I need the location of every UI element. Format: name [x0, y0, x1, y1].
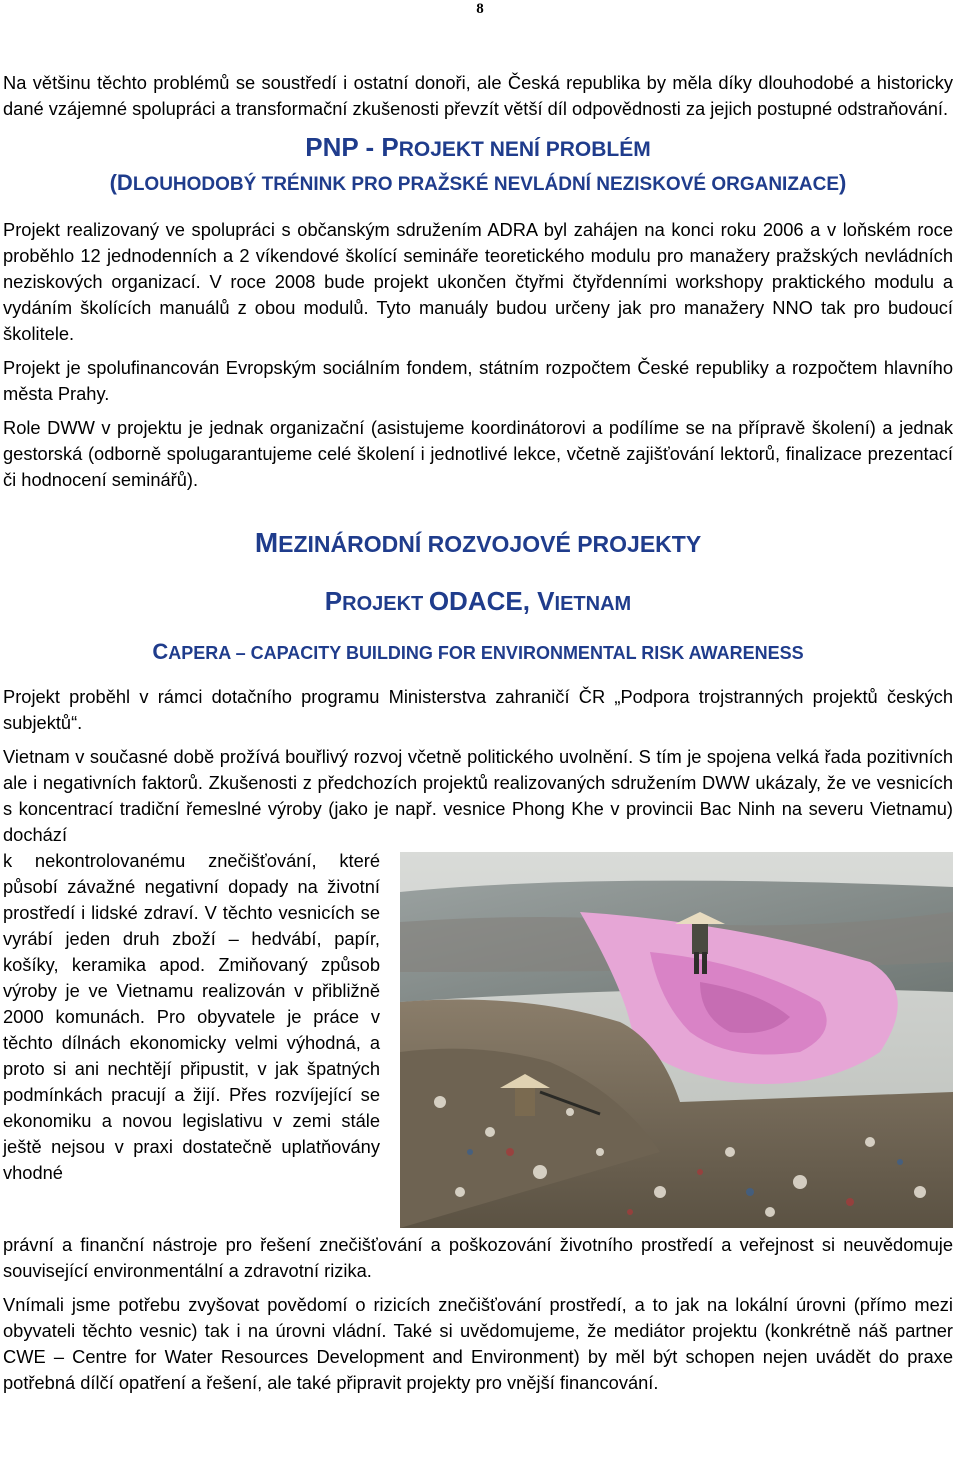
pnp-paragraph-2: Projekt je spolufinancován Evropským sociálním fondem, státním rozpočtem České republiky a rozpočtem hlavního města Prahy.: [3, 357, 953, 404]
document-body: [3, 70, 953, 1404]
pnp-heading-rest: ROJEKT NENÍ PROBLÉM: [398, 138, 651, 161]
photo-illustration: [400, 852, 953, 1228]
vietnam-paragraph-1: Projekt proběhl v rámci dotačního programu Ministerstva zahraničí ČR „Podpora trojstranných projektů českých subjektů“.: [3, 686, 953, 733]
odace-rest1: ROJEKT: [342, 593, 429, 615]
pnp-sub-open: (D: [109, 170, 133, 195]
pnp-subheading: [3, 169, 953, 199]
odace-heading: [3, 584, 953, 621]
page-number: 8: [476, 1, 484, 17]
mez-rest: EZINÁRODNÍ ROZVOJOVÉ PROJEKTY: [278, 531, 702, 557]
vietnam-paragraph-2-top: Vietnam v současné době prožívá bouřlivý rozvoj včetně politického uvolnění. S tím je spojena velká řada pozitivních ale i negativních faktorů. Zkušenosti z předchozích projektů realizovaných sdružením DWW ukázaly, že ve vesnicích s koncentrací tradiční řemeslné výroby (jako je např. vesnice Phong Khe v provincii Bac Ninh na severu Vietnamu) dochází: [3, 746, 953, 845]
odace-rest2: IETNAM: [554, 593, 632, 615]
pnp-sub-close: ): [839, 170, 847, 195]
capera-rest1: APERA – C: [168, 643, 264, 663]
capera-heading: [3, 637, 953, 668]
mezinarodni-heading: [3, 525, 953, 562]
vietnam-paragraph-2-after: právní a finanční nástroje pro řešení znečišťování a poškozování životního prostředí a veřejnost si neuvědomuje související environmentální a zdravotní rizika.: [3, 1234, 953, 1281]
pnp-paragraph-1: Projekt realizovaný ve spolupráci s občanským sdružením ADRA byl zahájen na konci roku 2006 a v loňském roce proběhlo 12 jednodenních a 2 víkendové školící semináře teoretického modulu pro manažery pražských nevládních neziskových organizací. V roce 2008 bude projekt ukončen čtyřmi čtyřdenními workshopy praktického modulu a vydáním školících manuálů z obou modulů. Tyto manuály budou určeny jak pro manažery NNO tak pro budoucí školitele.: [3, 219, 953, 344]
vietnam-paragraph-2-wrap: k nekontrolovanému znečišťování, které působí závažné negativní dopady na životní prostředí i lidské zdraví. V těchto vesnicích se vyrábí jeden druh zboží – hedvábí, papír, košíky, keramika apod. Zmiňovaný způsob výroby je ve Vietnamu realizován v přibližně 2000 komunách. Pro obyvatele je práce v těchto dílnách ekonomicky velmi výhodná, a proto si ani nechtějí připustit, v jak špatných podmínkách pracují a žijí. Přes rozvíjející se ekonomiku a novou legislativu v zemi stále ještě nejsou v praxi dostatečně uplatňovány vhodné: [3, 850, 380, 1183]
wrapped-section: [3, 848, 953, 1284]
capera-cap: C: [152, 639, 169, 664]
pnp-paragraph-3: Role DWW v projektu je jednak organizační (asistujeme koordinátorovi a podílíme se na přípravě školení) a jednak gestorská (odborně spolugarantujeme celé školení i jednotlivé lekce, včetně zajišťování lektorů, finalizace prezentací či hodnocení seminářů).: [3, 417, 953, 490]
vietnam-paragraph-3: Vnímali jsme potřebu zvyšovat povědomí o rizicích znečišťování prostředí, a to jak na lokální úrovni (přímo mezi obyvateli těchto vesnic) tak i na úrovni vládní. Také si uvědomujeme, že mediátor projektu (konkrétně náš partner CWE – Centre for Water Resources Development and Environment) by měl být schopen nejen uvádět do praxe potřebná dílčí opatření a řešení, ale také připravit projekty pro vnější financování.: [3, 1294, 953, 1393]
mez-cap: M: [254, 527, 279, 558]
intro-paragraph: Na většinu těchto problémů se soustředí i ostatní donoři, ale Česká republika by měla díky dlouhodobé a historicky dané vzájemné spolupráci a transformační zkušenosti převzít větší díl odpovědnosti za jejich postupné odstraňování.: [3, 72, 953, 119]
capera-rest2: APACITY BUILDING FOR ENVIRONMENTAL RISK AWARENESS: [263, 643, 804, 663]
odace-cap: P: [324, 586, 343, 616]
river-pollution-photo: [400, 852, 953, 1228]
pnp-sub-rest: LOUHODOBÝ TRÉNINK PRO PRAŽSKÉ NEVLÁDNÍ NEZISKOVÉ ORGANIZACE: [132, 174, 840, 195]
odace-big: ODACE, V: [428, 586, 555, 616]
pnp-heading: [3, 130, 953, 167]
pnp-heading-cap: PNP - P: [305, 132, 399, 162]
